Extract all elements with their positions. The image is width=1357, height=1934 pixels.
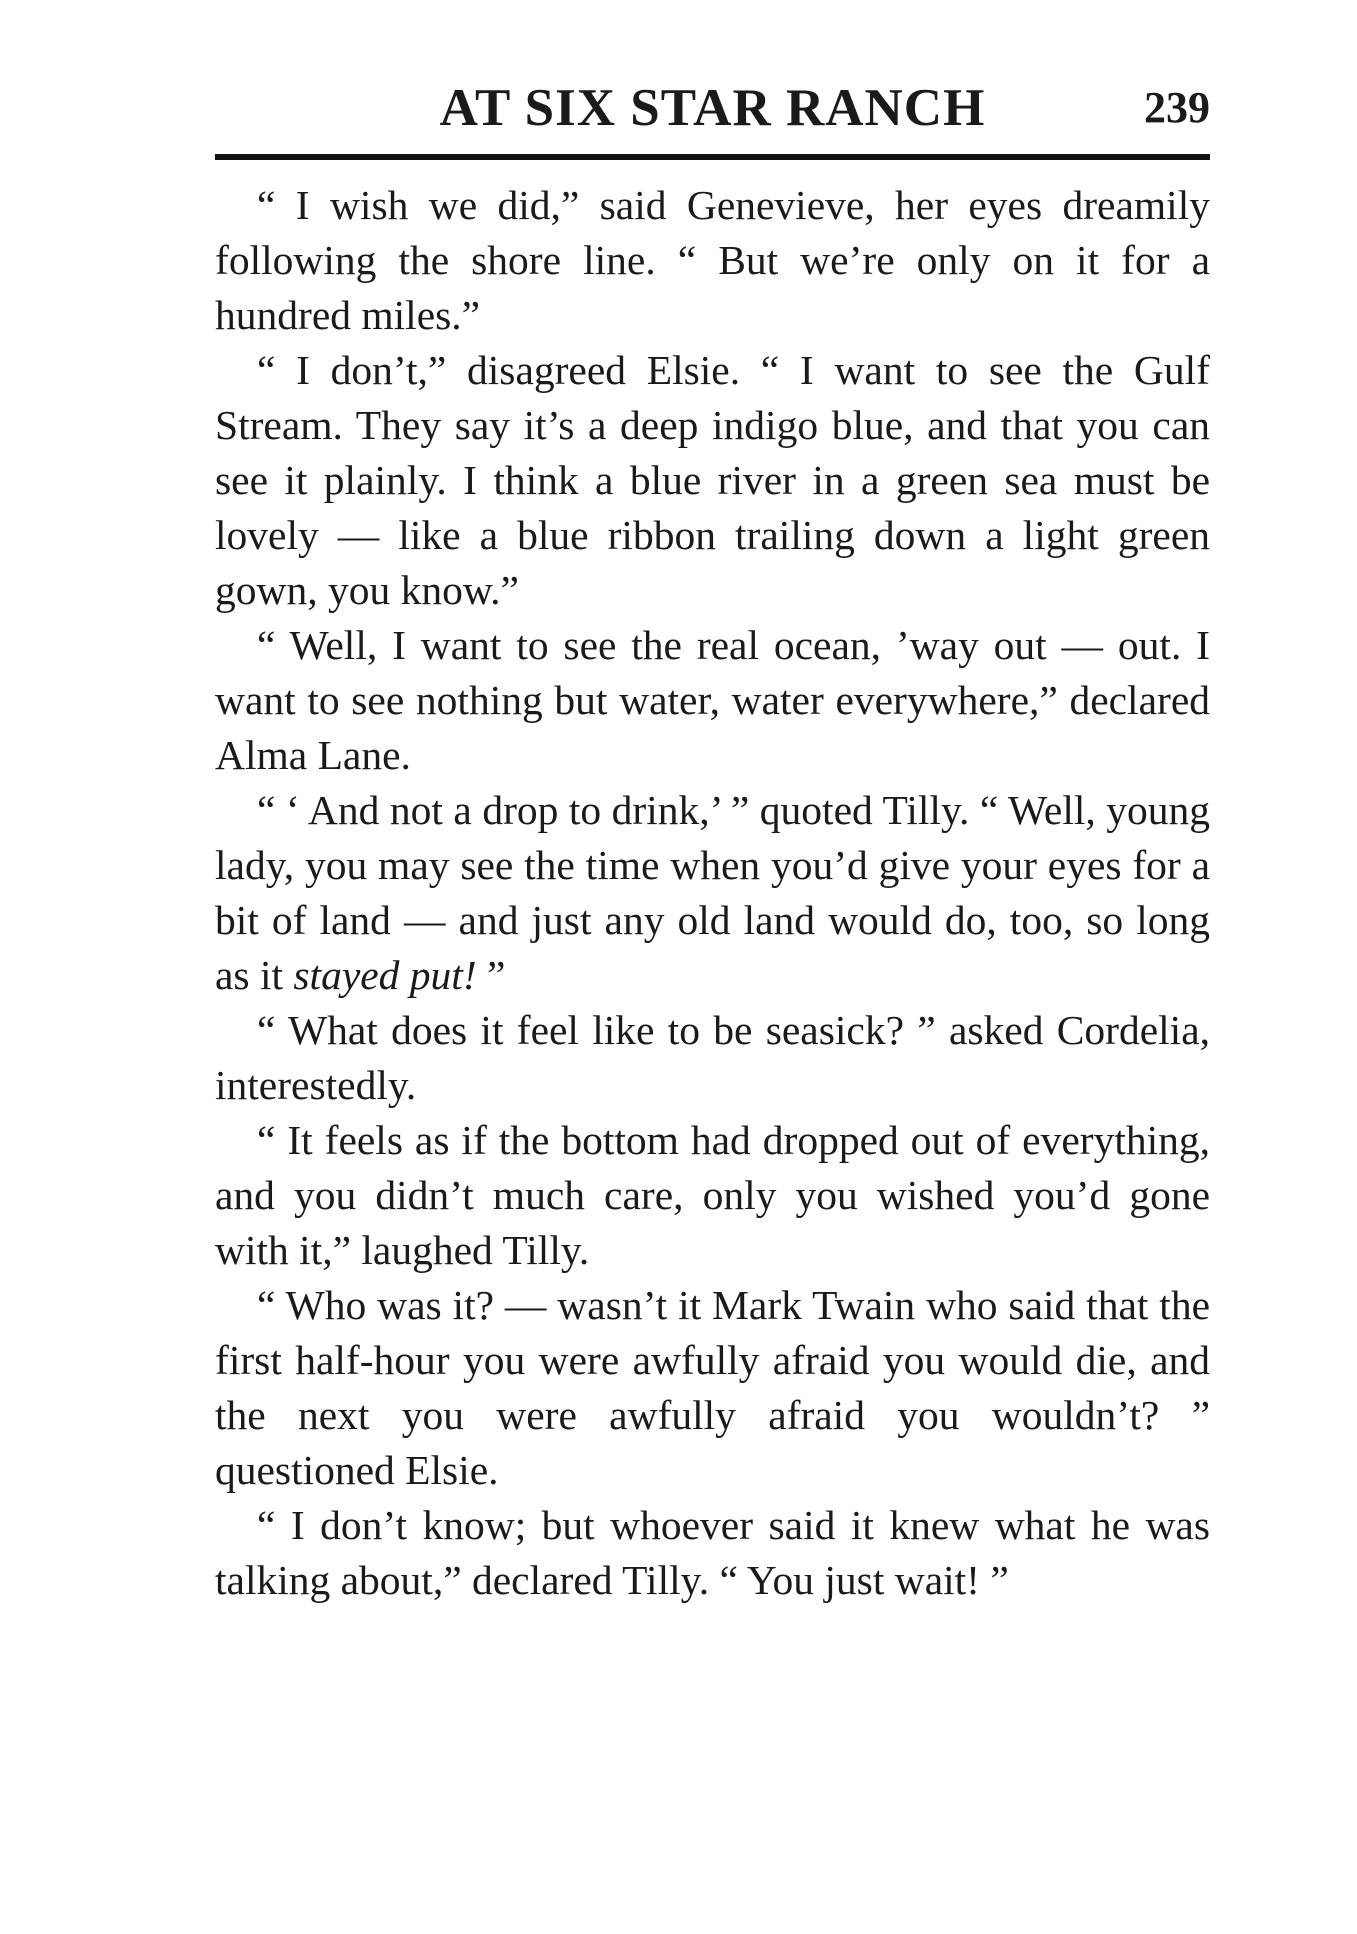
header-rule — [215, 154, 1210, 160]
paragraph: “ Well, I want to see the real ocean, ’way out — out. I want to see nothing but water, water everywhere,” declared Alma Lane. — [215, 622, 1210, 778]
paragraph: “ I don’t know; but whoever said it knew what he was talking about,” declared Tilly. “ You just wait! ” — [215, 1502, 1210, 1603]
paragraph: “ It feels as if the bottom had dropped out of everything, and you didn’t much care, only you wished you’d gone with it,” laughed Tilly. — [215, 1117, 1210, 1273]
paragraph-text: “ ‘ And not a drop to drink,’ ” quoted Tilly. “ Well, young lady, you may see the time when you’d give your eyes for a bit of land — and just any old land would do, too, so long as it — [215, 787, 1210, 998]
paragraph — [215, 783, 1210, 1003]
page-number: 239 — [1144, 83, 1210, 132]
paragraph: “ Who was it? — wasn’t it Mark Twain who said that the first half-hour you were awfully afraid you would die, and the next you were awfully afraid you wouldn’t? ” questioned Elsie. — [215, 1282, 1210, 1493]
paragraph: “ I wish we did,” said Genevieve, her eyes dreamily following the shore line. “ But we’re only on it for a hundred miles.” — [215, 182, 1210, 338]
paragraph: “ What does it feel like to be seasick? ” asked Cordelia, interestedly. — [215, 1007, 1210, 1108]
emphasized-text: stayed put! — [293, 952, 477, 998]
body-text — [215, 178, 1210, 1608]
paragraph-text-end: ” — [476, 952, 506, 998]
running-head — [215, 78, 1210, 138]
running-title: AT SIX STAR RANCH — [439, 79, 986, 137]
paragraph: “ I don’t,” disagreed Elsie. “ I want to see the Gulf Stream. They say it’s a deep indigo blue, and that you can see it plainly. I think a blue river in a green sea must be lovely — like a blue ribbon trailing down a light green gown, you know.” — [215, 347, 1210, 613]
